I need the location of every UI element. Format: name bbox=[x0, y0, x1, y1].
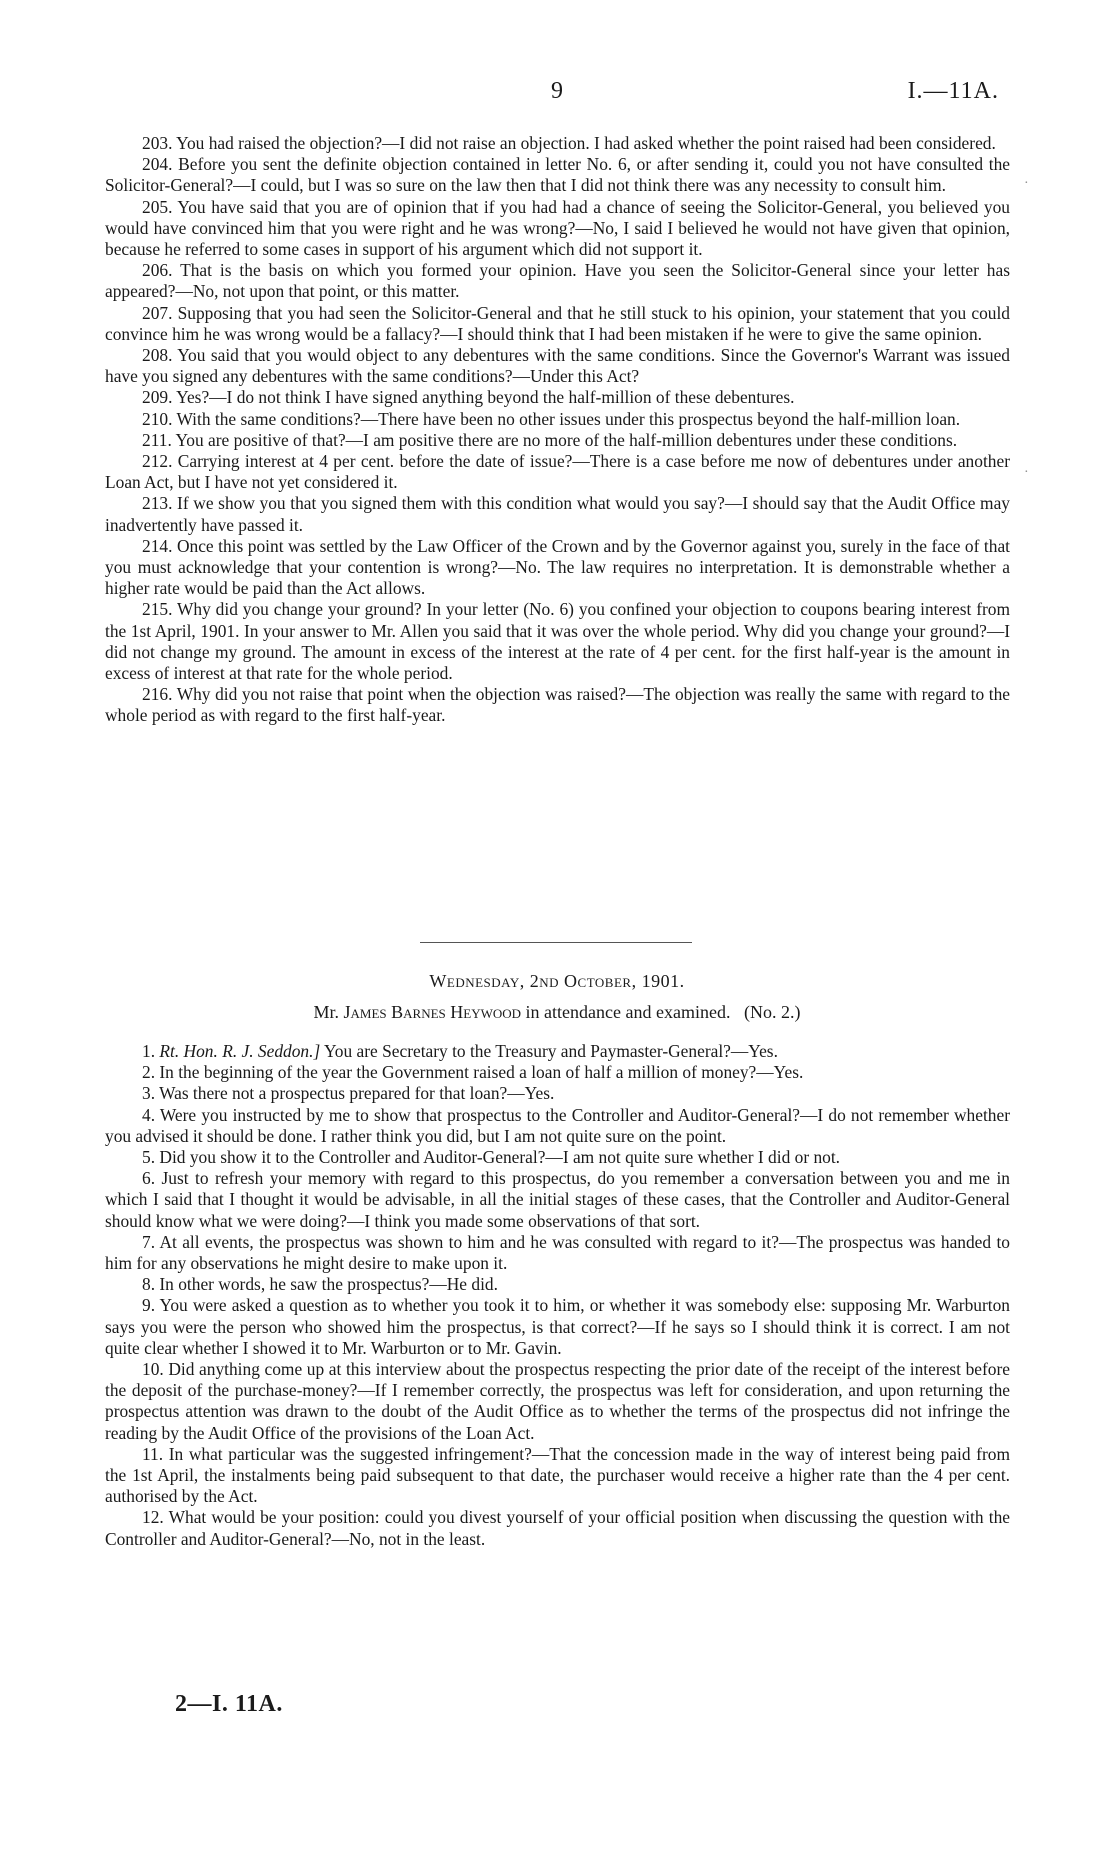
paragraph: 2. In the beginning of the year the Government raised a loan of half a million of money?—Yes. bbox=[142, 1062, 804, 1083]
paragraph: 212. Carrying interest at 4 per cent. before the date of issue?—There is a case before me now of debentures under another Loan Act, but I have not yet considered it. bbox=[105, 451, 1010, 493]
page-reference: I.—11A. bbox=[907, 78, 999, 104]
session-date-heading: Wednesday, 2nd October, 1901. bbox=[429, 971, 685, 991]
paragraph: 213. If we show you that you signed them with this condition what would you say?—I should say that the Audit Office may inadvertently have passed it. bbox=[105, 493, 1010, 535]
evidence-section-continued bbox=[105, 133, 1010, 727]
question-text: You are Secretary to the Treasury and Paymaster-General?—Yes. bbox=[323, 1041, 778, 1061]
paragraph: 205. You have said that you are of opinion that if you had had a chance of seeing the Solicitor-General, you believed you would have convinced him that you were right and he was wrong?—No, I said I believed he would not have given that opinion, because he referred to some cases in support of his argument which did not support it. bbox=[105, 196, 1010, 260]
paragraph: 3. Was there not a prospectus prepared for that loan?—Yes. bbox=[142, 1083, 555, 1104]
paragraph: 5. Did you show it to the Controller and Auditor-General?—I am not quite sure whether I did or not. bbox=[142, 1147, 841, 1168]
witness-line bbox=[0, 1002, 1114, 1023]
paragraph: 214. Once this point was settled by the Law Officer of the Crown and by the Governor against you, surely in the face of that you must acknowledge that your contention is wrong?—No. The law requires no interpretation. It is demonstrable whether a higher rate would be paid than the Act allows. bbox=[105, 535, 1010, 599]
witness-number: (No. 2.) bbox=[743, 1002, 801, 1022]
paragraph: 204. Before you sent the definite objection contained in letter No. 6, or after sending it, could you not have consulted the Solicitor-General?—I could, but I was so sure on the law then that I did not think there was any necessity to consult him. bbox=[105, 154, 1010, 196]
paragraph bbox=[105, 1041, 1010, 1062]
paragraph: 7. At all events, the prospectus was shown to him and he was consulted with regard to it?—The prospectus was handed to him for any observations he might desire to make upon it. bbox=[105, 1231, 1010, 1274]
paragraph: 6. Just to refresh your memory with regard to this prospectus, do you remember a conversation between you and me in which I said that I thought it would be advisable, in all the initial stages of these cases, that the Controller and Auditor-General should know what we were doing?—I think you made some observations of that sort. bbox=[105, 1168, 1010, 1231]
page-number: 9 bbox=[551, 78, 563, 104]
paragraph: 8. In other words, he saw the prospectus?—He did. bbox=[142, 1274, 498, 1295]
paragraph: 209. Yes?—I do not think I have signed anything beyond the half-million of these debentures. bbox=[142, 387, 795, 408]
witness-name: James Barnes Heywood bbox=[343, 1002, 522, 1022]
section-divider bbox=[420, 942, 692, 943]
margin-mark: · bbox=[1024, 465, 1029, 480]
paragraph: 208. You said that you would object to any debentures with the same conditions. Since the Governor's Warrant was issued have you signed any debentures with the same conditions?—Under this Act? bbox=[105, 345, 1010, 387]
evidence-section-new bbox=[105, 1041, 1010, 1550]
paragraph: 215. Why did you change your ground? In your letter (No. 6) you confined your objection to coupons bearing interest from the 1st April, 1901. In your answer to Mr. Allen you said that it was over the whole period. Why did you change your ground?—I did not change my ground. The amount in excess of the interest at the rate of 4 per cent. for the first half-year is the amount in excess of interest at that rate for the whole period. bbox=[105, 599, 1010, 684]
paragraph: 210. With the same conditions?—There have been no other issues under this prospectus beyond the half-million loan. bbox=[142, 408, 961, 429]
margin-mark: · bbox=[1024, 176, 1029, 191]
witness-prefix: Mr. bbox=[313, 1002, 340, 1022]
paragraph: 206. That is the basis on which you formed your opinion. Have you seen the Solicitor-General since your letter has appeared?—No, not upon that point, or this matter. bbox=[105, 260, 1010, 302]
witness-suffix: in attendance and examined. bbox=[525, 1002, 731, 1022]
paragraph: 10. Did anything come up at this interview about the prospectus respecting the prior date of the receipt of the interest before the deposit of the purchase-money?—If I remember correctly, the prospectus was left for consideration, and upon returning the prospectus attention was drawn to the doubt of the Audit Office as to whether the terms of the prospectus did not infringe the reading by the Audit Office of the provisions of the Loan Act. bbox=[105, 1359, 1010, 1443]
paragraph: 216. Why did you not raise that point when the objection was raised?—The objection was really the same with regard to the whole period as with regard to the first half-year. bbox=[105, 684, 1010, 726]
question-number: 1. bbox=[142, 1041, 156, 1061]
paragraph: 211. You are positive of that?—I am positive there are no more of the half-million debentures under these conditions. bbox=[142, 429, 958, 450]
page-signature: 2—I. 11A. bbox=[175, 1691, 283, 1717]
paragraph: 12. What would be your position: could you divest yourself of your official position when discussing the question with the Controller and Auditor-General?—No, not in the least. bbox=[105, 1507, 1010, 1549]
paragraph: 4. Were you instructed by me to show that prospectus to the Controller and Auditor-General?—I do not remember whether you advised it should be done. I rather think you did, but I am not quite sure on the point. bbox=[105, 1104, 1010, 1146]
paragraph: 9. You were asked a question as to whether you took it to him, or whether it was somebody else: supposing Mr. Warburton says you were the person who showed him the prospectus, is that correct?—If he says so I should think it is correct. I am not quite clear whether I showed it to Mr. Warburton or to Mr. Gavin. bbox=[105, 1295, 1010, 1358]
paragraph: 203. You had raised the objection?—I did not raise an objection. I had asked whether the point raised had been considered. bbox=[142, 133, 996, 153]
paragraph: 207. Supposing that you had seen the Solicitor-General and that he still stuck to his opinion, your statement that you could convince him he was wrong would be a fallacy?—I should think that I had been mistaken if he were to give the same opinion. bbox=[105, 302, 1010, 344]
speaker-name: Rt. Hon. R. J. Seddon.] bbox=[159, 1041, 321, 1061]
paragraph: 11. In what particular was the suggested infringement?—That the concession made in the way of interest being paid from the 1st April, the instalments being paid subsequent to that date, the purchaser would receive a higher rate than the 4 per cent. authorised by the Act. bbox=[105, 1443, 1010, 1507]
